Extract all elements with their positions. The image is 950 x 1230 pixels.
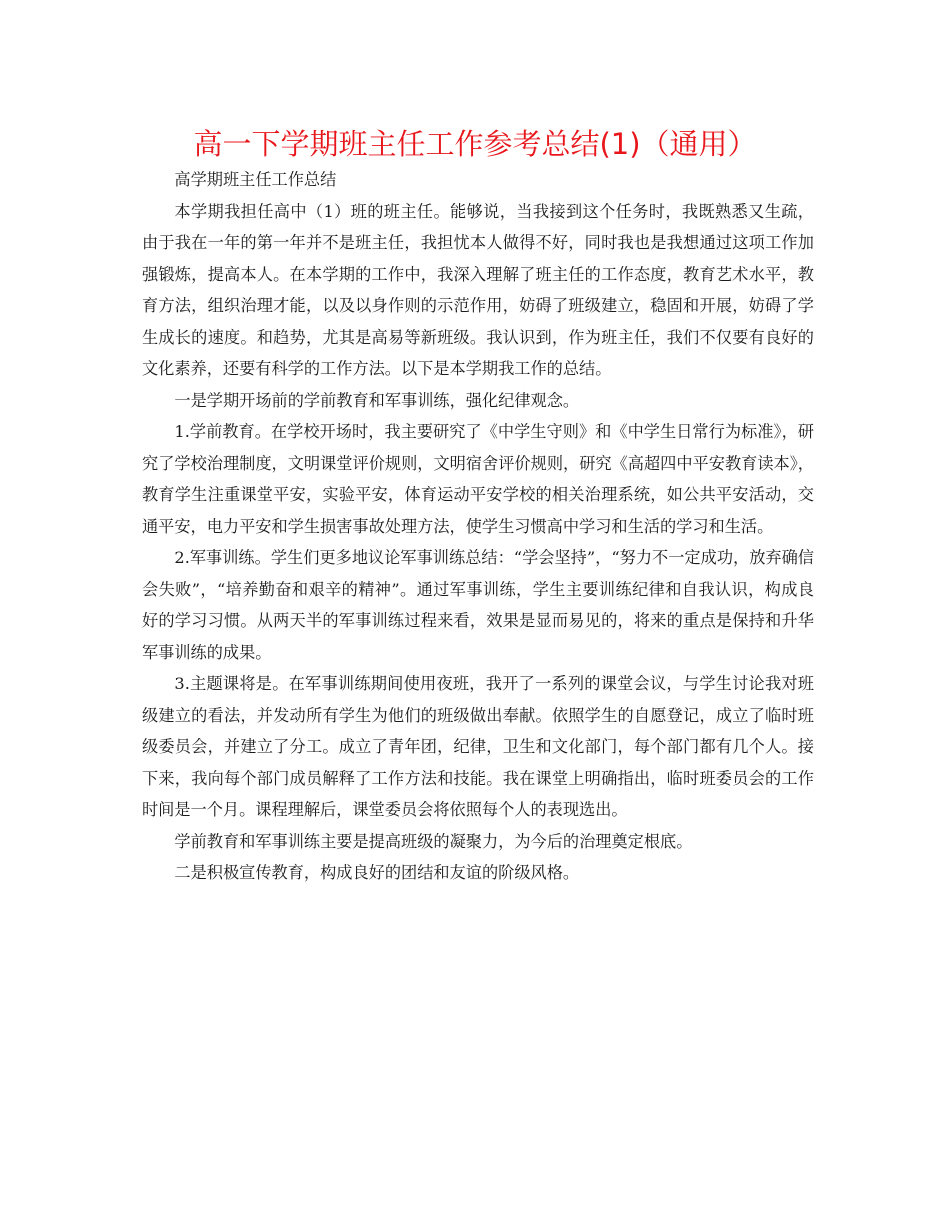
paragraph-item-3: 3.主题课将是。在军事训练期间使用夜班，我开了一系列的课堂会议，与学生讨论我对班级建立的看法，并发动所有学生为他们的班级做出奉献。依照学生的自愿登记，成立了临时班级委员会，并建立了分工。成立了青年团，纪律，卫生和文化部门，每个部门都有几个人。接下来，我向每个部门成员解释了工作方法和技能。我在课堂上明确指出，临时班委员会的工作时间是一个月。课程理解后，课堂委员会将依照每个人的表现选出。 <box>142 674 814 819</box>
document-title: 高一下学期班主任工作参考总结(1)（通用） <box>193 127 757 161</box>
paragraph-item-2: 2.军事训练。学生们更多地议论军事训练总结：“学会坚持”，“努力不一定成功，放弃确信会失败”，“培养勤奋和艰辛的精神”。通过军事训练，学生主要训练纪律和自我认识，构成良好的学习习惯。从两天半的军事训练过程来看，效果是显而易见的，将来的重点是保持和升华军事训练的成果。 <box>142 548 814 662</box>
document-body <box>142 164 814 889</box>
paragraph-section-1-heading: 一是学期开场前的学前教育和军事训练，强化纪律观念。 <box>174 390 580 410</box>
paragraph-intro: 本学期我担任高中（1）班的班主任。能够说，当我接到这个任务时，我既熟悉又生疏，由于我在一年的第一年并不是班主任，我担忧本人做得不好，同时我也是我想通过这项工作加强锻炼，提高本人。在本学期的工作中，我深入理解了班主任的工作态度，教育艺术水平，教育方法，组织治理才能，以及以身作则的示范作用，妨碍了班级建立，稳固和开展，妨碍了学生成长的速度。和趋势，尤其是高易等新班级。我认识到，作为班主任，我们不仅要有良好的文化素养，还要有科学的工作方法。以下是本学期我工作的总结。 <box>142 201 814 378</box>
paragraph-subtitle: 高学期班主任工作总结 <box>174 170 337 189</box>
paragraph-item-1: 1.学前教育。在学校开场时，我主要研究了《中学生守则》和《中学生日常行为标准》，研究了学校治理制度，文明课堂评价规则，文明宿舍评价规则，研究《高超四中平安教育读本》，教育学生注重课堂平安，实验平安，体育运动平安学校的相关治理系统，如公共平安活动，交通平安，电力平安和学生损害事故处理方法，使学生习惯高中学习和生活的学习和生活。 <box>142 422 814 536</box>
paragraph-summary: 学前教育和军事训练主要是提高班级的凝聚力，为今后的治理奠定根底。 <box>174 831 693 851</box>
paragraph-section-2-heading: 二是积极宣传教育，构成良好的团结和友谊的阶级风格。 <box>174 863 580 882</box>
